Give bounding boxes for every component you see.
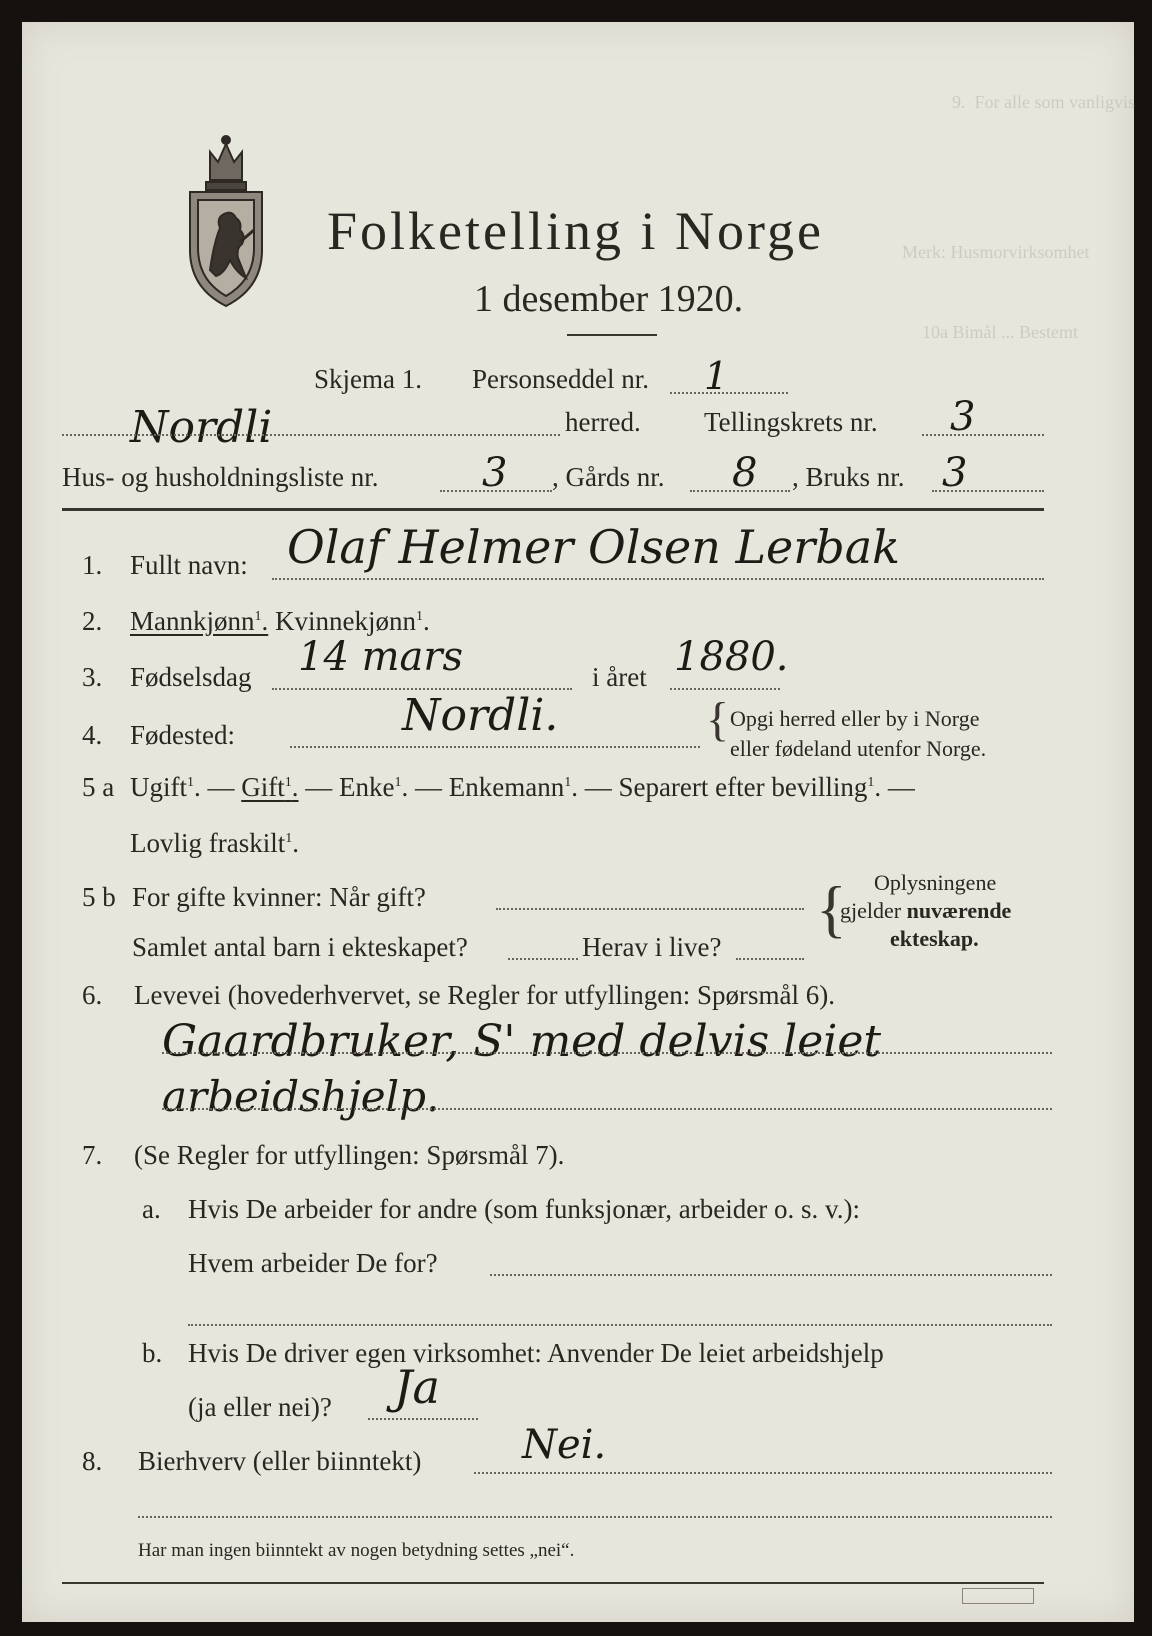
q4-birthplace-value[interactable]: Nordli. <box>402 690 559 741</box>
q8-number: 8. <box>82 1446 103 1476</box>
q5b-note-line1: Oplysningene <box>874 870 997 895</box>
form-date: 1 desember 1920. <box>474 278 744 320</box>
bruks-value[interactable]: 3 <box>942 450 968 496</box>
personseddel-line <box>670 392 788 394</box>
q5b-note-line2: gjelder nuværende <box>840 898 1012 923</box>
printer-stamp <box>962 1588 1034 1604</box>
q2-female-option[interactable]: Kvinnekjønn$^1$. <box>275 606 430 636</box>
q5a-enkemann-option[interactable]: Enkemann$^1$. <box>448 772 578 802</box>
title-divider <box>567 334 657 336</box>
q5a-ugift-option[interactable]: Ugift$^1$. <box>130 772 201 802</box>
q5a-enke-option[interactable]: Enke$^1$. <box>339 772 409 802</box>
gards-value[interactable]: 8 <box>732 450 758 496</box>
bruks-label: , Bruks nr. <box>792 462 905 492</box>
q8-value[interactable]: Nei. <box>522 1422 607 1468</box>
q3-number: 3. <box>82 662 103 692</box>
footer-rule <box>62 1582 1044 1584</box>
herred-line <box>62 434 560 436</box>
q8-line <box>474 1472 1052 1474</box>
q3-birthday-value[interactable]: 14 mars <box>298 634 464 680</box>
bleed-through-text: 9. For alle som vanligvis <box>952 92 1135 112</box>
census-form <box>22 22 1134 1622</box>
skjema-label: Skjema 1. <box>314 364 422 394</box>
q7a-employer-line <box>490 1274 1052 1276</box>
herred-value[interactable]: Nordli <box>130 402 273 453</box>
q8-label: Bierhverv (eller biinntekt) <box>138 1446 422 1476</box>
q1-line <box>272 578 1044 580</box>
q5b-label: For gifte kvinner: Når gift? <box>132 882 426 912</box>
q5b-alive-line <box>736 958 804 960</box>
q2-options <box>130 606 430 637</box>
q5b-brace: { <box>816 873 847 944</box>
q7b-label: Hvis De driver egen virksomhet: Anvender De leiet arbeidshjelp <box>188 1338 884 1368</box>
q3-year-label: i året <box>592 662 647 692</box>
q5a-number: 5 a <box>82 772 115 802</box>
q4-label: Fødested: <box>130 720 235 750</box>
q7b-answer-value[interactable]: Ja <box>394 1360 440 1414</box>
q7-number: 7. <box>82 1140 103 1170</box>
personseddel-value[interactable]: 1 <box>704 354 729 398</box>
q3-year-value[interactable]: 1880. <box>674 634 789 680</box>
q7b-letter: b. <box>142 1338 163 1368</box>
q1-number: 1. <box>82 550 103 580</box>
q5a-gift-option[interactable]: Gift$^1$. <box>241 772 299 802</box>
q6-occupation-value-line1[interactable]: Gaardbruker, S' med delvis leiet <box>162 1016 882 1067</box>
tellingskrets-line <box>922 434 1044 436</box>
q3-label: Fødselsdag <box>130 662 252 692</box>
form-title: Folketelling i Norge <box>327 201 824 261</box>
section-rule <box>62 508 1044 511</box>
tellingskrets-label: Tellingskrets nr. <box>704 407 878 437</box>
q3-year-line <box>670 688 780 690</box>
bleed-through-text: 10a Bimål ... Bestemt <box>922 322 1078 342</box>
q7b-yes-no-label: (ja eller nei)? <box>188 1392 332 1422</box>
q7a-employer-label: Hvem arbeider De for? <box>188 1248 438 1278</box>
q5b-children-label: Samlet antal barn i ekteskapet? <box>132 932 468 962</box>
q4-note-line1: Opgi herred eller by i Norge <box>730 706 980 731</box>
q2-number: 2. <box>82 606 103 636</box>
q5b-children-line <box>508 958 578 960</box>
q6-line1 <box>162 1052 1052 1054</box>
q7b-line <box>368 1418 478 1420</box>
q5b-alive-label: Herav i live? <box>582 932 722 962</box>
q5a-fraskilt-option[interactable]: Lovlig fraskilt$^1$. <box>130 828 299 858</box>
tellingskrets-value[interactable]: 3 <box>950 394 976 440</box>
q7a-label: Hvis De arbeider for andre (som funksjonær, arbeider o. s. v.): <box>188 1194 860 1224</box>
q2-male-option[interactable]: Mannkjønn$^1$. <box>130 606 269 636</box>
q4-number: 4. <box>82 720 103 750</box>
herred-label: herred. <box>565 407 641 437</box>
husholdningsliste-label: Hus- og husholdningsliste nr. <box>62 462 379 492</box>
q1-full-name[interactable]: Olaf Helmer Olsen Lerbak <box>287 520 901 574</box>
bleed-through-text: Merk: Husmorvirksomhet <box>902 242 1090 262</box>
q6-occupation-value-line2[interactable]: arbeidshjelp. <box>162 1072 440 1121</box>
q6-number: 6. <box>82 980 103 1010</box>
q6-label: Levevei (hovederhvervet, se Regler for utfyllingen: Spørsmål 6). <box>134 980 836 1010</box>
q5a-options: Ugift$^1$. — Gift$^1$. — Enke$^1$. — Enkemann$^1$. — Separert efter bevilling$^1$. — <box>130 772 915 802</box>
q6-line2 <box>162 1108 1052 1110</box>
q7a-employer-line2 <box>188 1324 1052 1326</box>
q4-note-line2: eller fødeland utenfor Norge. <box>730 736 987 761</box>
gards-label: , Gårds nr. <box>552 462 665 492</box>
husholdningsliste-value[interactable]: 3 <box>482 450 508 496</box>
q5b-note-line3: ekteskap. <box>890 926 979 951</box>
q1-label: Fullt navn: <box>130 550 248 580</box>
q4-brace: { <box>706 693 730 746</box>
q5b-married-line <box>496 908 804 910</box>
q7-label: (Se Regler for utfyllingen: Spørsmål 7). <box>134 1140 565 1170</box>
q5b-number: 5 b <box>82 882 116 912</box>
q8-line2 <box>138 1516 1052 1518</box>
coat-of-arms-icon <box>180 130 272 310</box>
personseddel-label: Personseddel nr. <box>472 364 649 394</box>
footer-note: Har man ingen biinntekt av nogen betydning settes „nei“. <box>138 1540 575 1561</box>
q7a-letter: a. <box>142 1194 161 1224</box>
q4-line <box>290 746 700 748</box>
q5a-separert-option[interactable]: Separert efter bevilling$^1$. <box>618 772 882 802</box>
